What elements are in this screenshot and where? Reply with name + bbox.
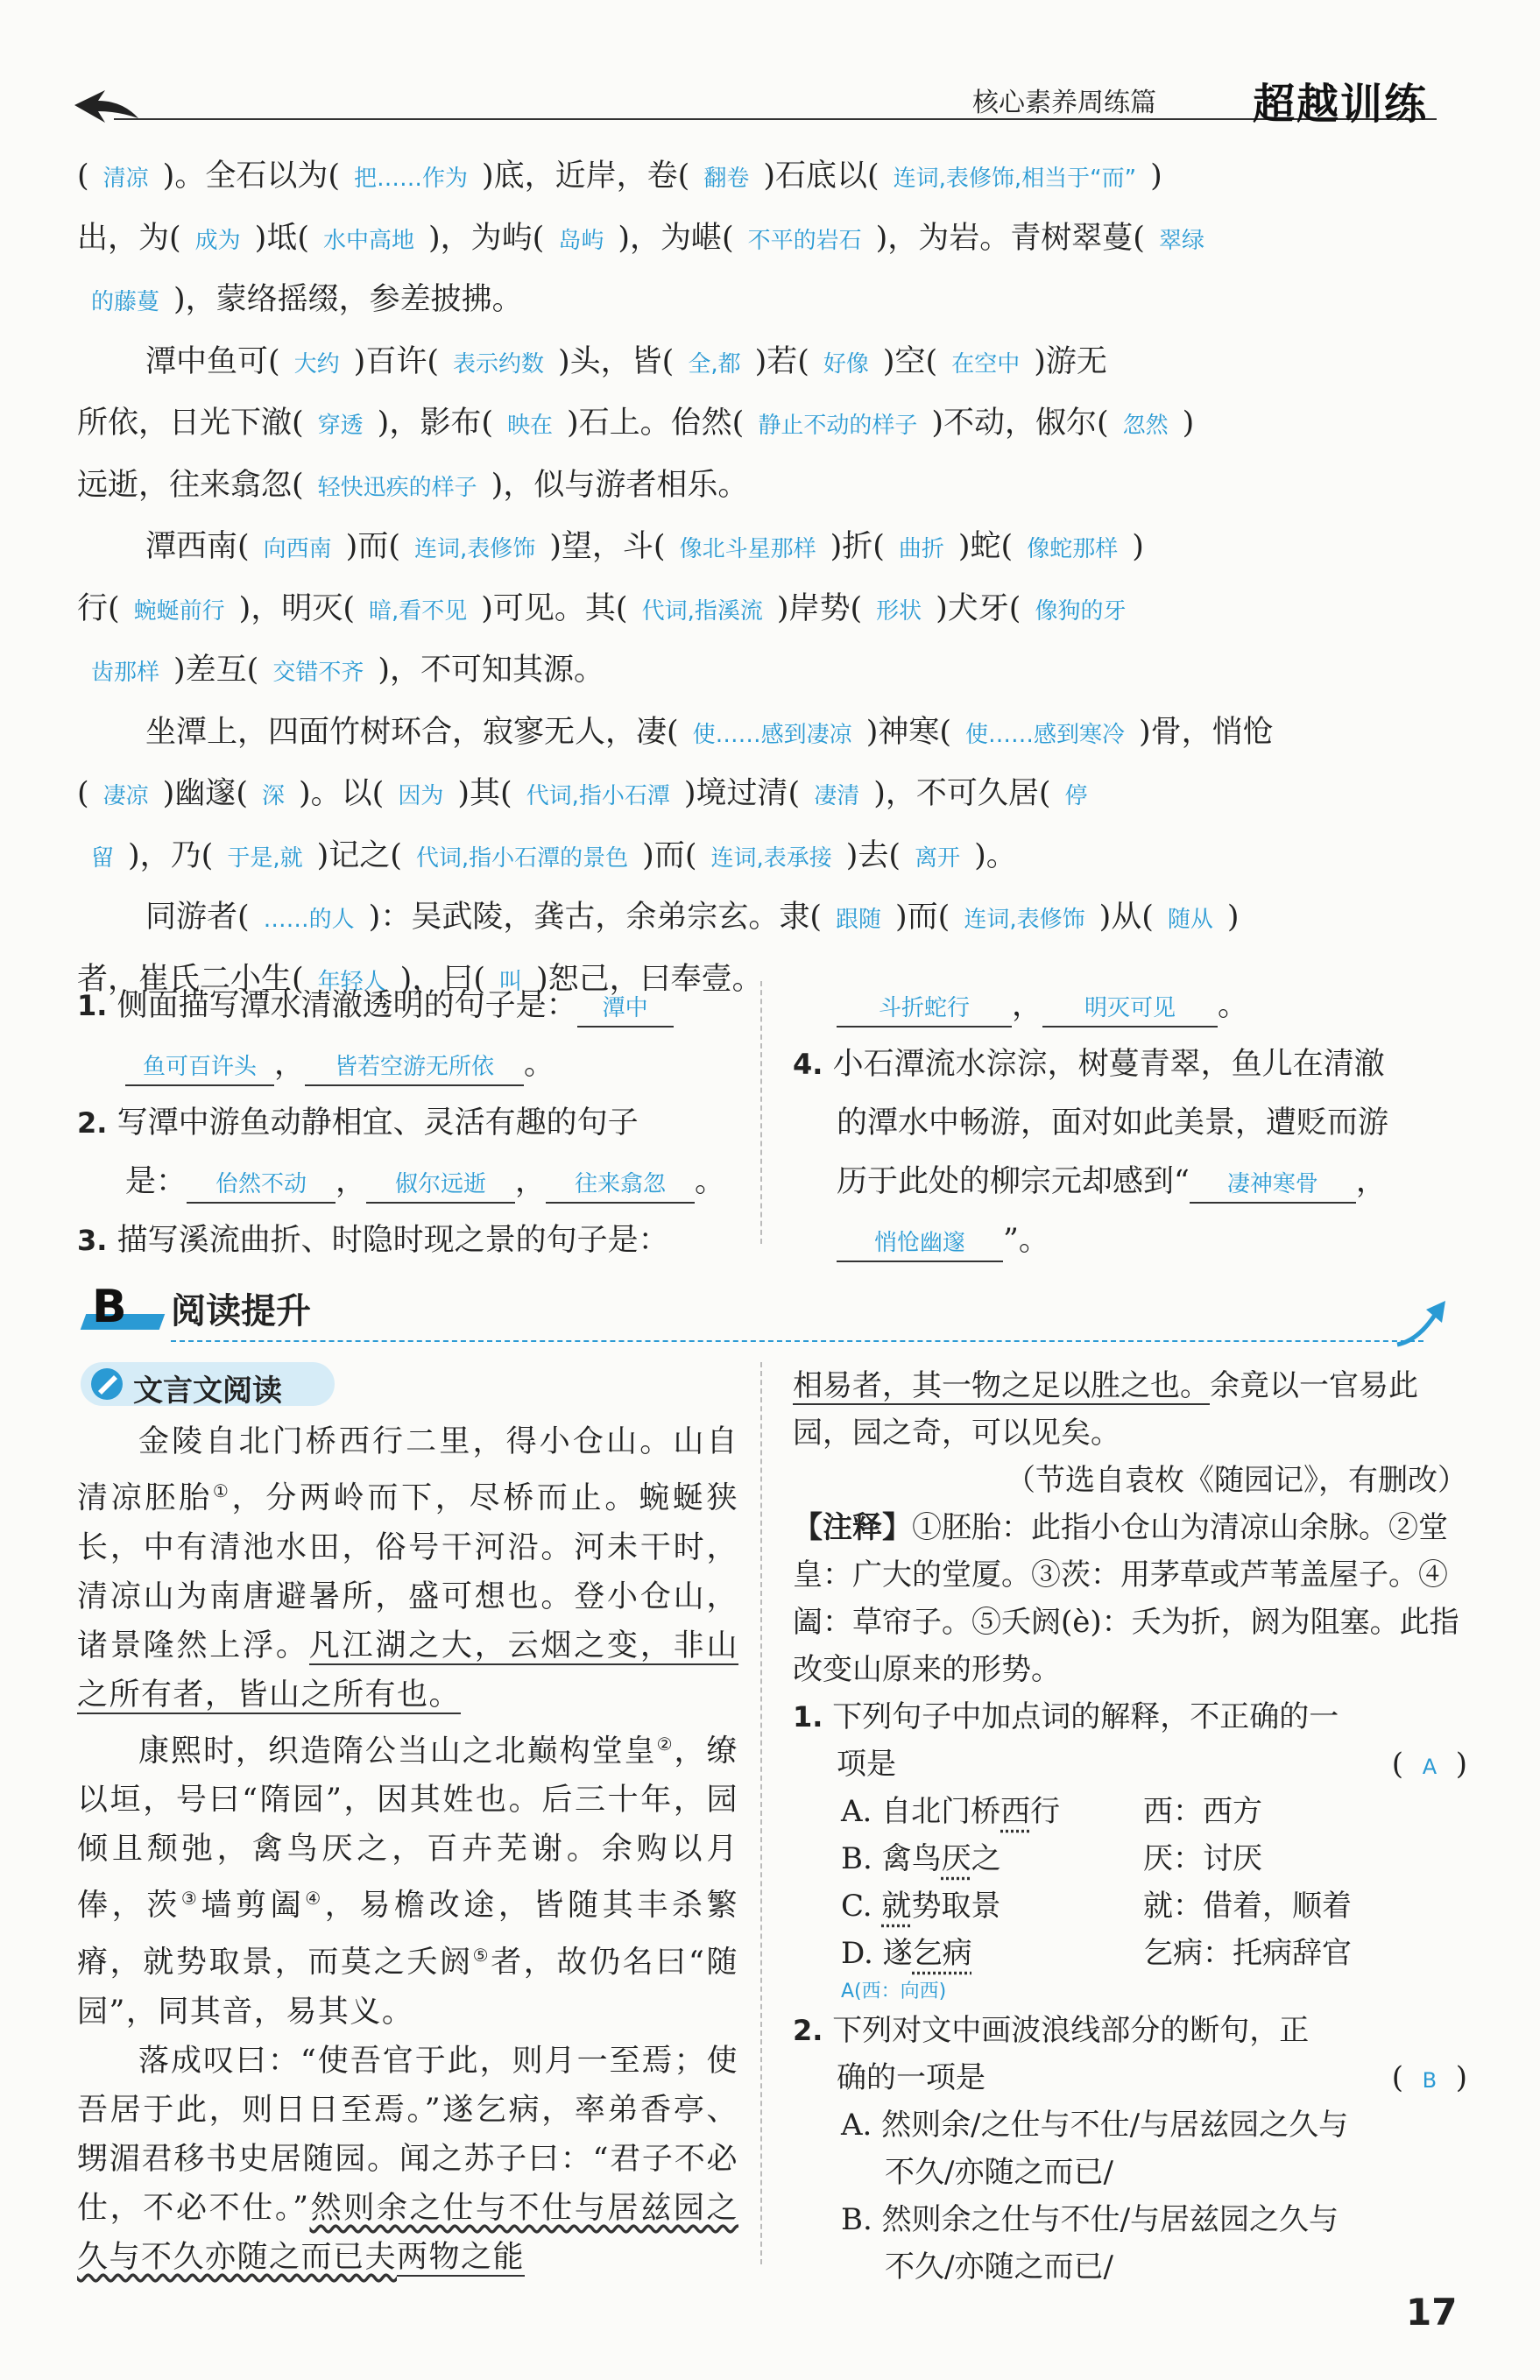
subsection-title: 文言文阅读 xyxy=(133,1374,282,1409)
passage-text: )去( xyxy=(845,837,901,873)
answer-text: 于是,就 xyxy=(227,844,303,872)
answer-text: 像蛇那样 xyxy=(1027,536,1119,562)
passage-text: )，乃( xyxy=(128,837,214,873)
answer-text: 叫 xyxy=(498,968,522,995)
answer-text: 使……感到凄凉 xyxy=(692,721,852,748)
passage-text: 者，崔氏二小生( xyxy=(77,961,304,997)
answer-choice: B xyxy=(1422,2068,1438,2093)
passage-text: 潭中鱼可( xyxy=(145,343,280,379)
option-b: B. 然则余之仕与不仕/与居兹园之久与 xyxy=(841,2202,1339,2237)
passage-paragraph: 金陵自北门桥西行二里，得小仓山。山自清凉胚胎①，分两岭而下，尽桥而止。蜿蜒狭长，中有清池水田，俗号干河沿。河未干时，清凉山为南唐避暑所，盛可想也。登小仓山，诸景隆然上浮。凡江湖之大，云烟之变，非山之所有者，皆山之所有也。 xyxy=(77,1424,738,1713)
answer-blank: 俶尔远逝 xyxy=(366,1167,515,1204)
answer-text: 使……感到寒冷 xyxy=(965,721,1126,748)
passage-text: )而( xyxy=(642,837,697,873)
passage-text: )可见。其( xyxy=(481,590,628,626)
header-rule xyxy=(114,118,1437,120)
answer-text: 交错不齐 xyxy=(272,660,364,686)
passage-text: )望，斗( xyxy=(549,529,666,564)
answer-text: 清凉 xyxy=(102,166,149,192)
answer-text: 离开 xyxy=(915,844,961,872)
answer-text: 轻快迅疾的样子 xyxy=(317,474,477,501)
notes: 【注释】①胚胎：此指小仓山为清凉山余脉。②堂皇：广大的堂厦。③茨：用茅草或芦苇盖屋子。④阖：草帘子。⑤夭阏(è)：夭为折，阏为阻塞。此指改变山原来的形势。 xyxy=(793,1510,1459,1687)
right-column: 相易者，其一物之足以胜之也。余竟以一官易此园，园之奇，可以见矣。 （节选自袁枚《随园记》，有删改） 【注释】①胚胎：此指小仓山为清凉山余脉。②堂皇：广大的堂厦。③茨：用茅草或芦苇盖屋子。④阖：草帘子。⑤夭阏(è)：夭为折，阏为阻塞。此指改变山原来的形势。 1. 下列句子中加点词的解释，不正确的一 项是 ( A ) A. 自北门桥西行 西：西方 B. 禽鸟厌之 厌：讨厌 C. 就势取景 就：借着，顺着 D. 遂乞病 乞病：托病辞官 A(西：向西) 2. 下列对文中画波浪线部分的断句，正 确的一项是 ( B ) A. 然则余/之仕与不仕/与居兹园之久与 不久/亦随之而已/ B. 然则余之仕与不仕/与居兹园之久与 不久/亦随之而已/ xyxy=(793,1368,1467,2285)
passage-text: )，为岩。青树翠蔓( xyxy=(875,220,1145,256)
answer-blank: 往来翕忽 xyxy=(546,1167,695,1204)
question-number: 1. xyxy=(793,1700,823,1734)
passage-text: )折( xyxy=(830,529,885,564)
answer-text: 曲折 xyxy=(898,536,944,562)
answer-text: 连词,表修饰 xyxy=(964,907,1085,933)
pen-icon xyxy=(88,1367,126,1402)
header-subtitle: 核心素养周练篇 xyxy=(972,88,1156,118)
passage-text: )而( xyxy=(895,900,950,935)
question-number: 1. xyxy=(77,989,108,1022)
passage-line xyxy=(77,703,1479,766)
answer-text: 翻卷 xyxy=(703,166,750,192)
annotated-passage xyxy=(77,147,1479,1012)
passage-text: )神寒( xyxy=(865,714,951,750)
passage-text: )，似与游者相乐。 xyxy=(491,467,749,503)
passage-line xyxy=(77,456,1479,519)
passage-text: )差互( xyxy=(173,653,259,688)
source-citation: （节选自袁枚《随园记》，有删改） xyxy=(1006,1463,1467,1498)
answer-text: 随从 xyxy=(1167,907,1213,933)
passage-line xyxy=(77,580,1479,642)
answer-text: 成为 xyxy=(194,227,241,254)
passage-text: 坐潭上，四面竹树环合，寂寥无人，凄( xyxy=(145,714,679,750)
question-number: 4. xyxy=(793,1048,823,1081)
answer-text: 不平的岩石 xyxy=(747,227,862,254)
answer-text: 像狗的牙 xyxy=(1035,597,1127,625)
answer-text: 因为 xyxy=(398,783,444,809)
passage-text: )幽邃( xyxy=(162,776,248,811)
answer-text: 向西南 xyxy=(263,536,332,562)
passage-line xyxy=(77,209,1479,272)
answer-blank: 悄怆幽邃 xyxy=(837,1225,1003,1262)
passage-text: 行( xyxy=(77,590,120,626)
answer-blank: 凄神寒骨 xyxy=(1190,1167,1356,1204)
passage-text: 潭西南( xyxy=(145,529,250,564)
answer-text: 停 xyxy=(1064,783,1088,809)
answer-text: 代词,指溪流 xyxy=(641,597,763,625)
answer-text: 蜿蜒前行 xyxy=(133,597,225,625)
passage-text: ) xyxy=(1150,159,1162,194)
answer-text: 连词,表修饰,相当于“而” xyxy=(893,166,1137,192)
option-a: A. 然则余/之仕与不仕/与居兹园之久与 xyxy=(841,2108,1349,2143)
question-text: 下列对文中画波浪线部分的断句，正 xyxy=(832,2013,1310,2048)
classical-passage xyxy=(77,1417,738,2282)
passage-text: ) xyxy=(1132,529,1144,564)
passage-line xyxy=(77,394,1479,456)
answer-text: 跟随 xyxy=(835,907,881,933)
question-text: 描写溪流曲折、时隐时现之景的句子是： xyxy=(117,1223,669,1258)
question-number: 3. xyxy=(77,1224,108,1257)
option-a: A. 自北门桥西行 西：西方 xyxy=(841,1794,1262,1829)
passage-line xyxy=(77,888,1479,950)
answer-text: 连词,表承接 xyxy=(710,844,832,872)
answer-text: 忽然 xyxy=(1122,413,1169,439)
passage-line xyxy=(77,765,1479,827)
passage-text: )若( xyxy=(754,343,809,379)
question-text: 下列句子中加点词的解释，不正确的一 xyxy=(832,1699,1339,1734)
questions-a-left: 1. 侧面描写潭水清澈透明的句子是： 潭中 鱼可百许头 ， 皆若空游无所依 。 2. 写潭中游鱼动静相宜、灵活有趣的句子 是： 佁然不动 ， 俶尔远逝 ， 往来翕忽 。 3. 描写溪流曲折、时隐时现之景的句子是： xyxy=(77,988,726,1258)
passage-line xyxy=(77,271,1479,333)
passage-paragraph: 康熙时，织造隋公当山之北巅构堂皇②，缭以垣，号曰“隋园”，因其姓也。后三十年，园倾且颓弛，禽鸟厌之，百卉芜谢。余购以月俸，茨③墙剪阖④，易檐改途，皆随其丰杀繁瘠，就势取景，而莫之夭阏⑤者，故仍名曰“随园”，同其音，易其义。 xyxy=(77,1733,738,2030)
questions-a-right: 斗折蛇行 ， 明灭可见 。 4. 小石潭流水淙淙，树蔓青翠，鱼儿在清澈 的潭水中畅游，面对如此美景，遭贬而游 历于此处的柳宗元却感到“ 凄神寒骨 ， 悄怆幽邃 ”。 xyxy=(793,977,1467,1270)
answer-text: 暗,看不见 xyxy=(368,597,468,625)
answer-text: 静止不动的样子 xyxy=(758,413,918,439)
passage-text: )从( xyxy=(1098,900,1154,935)
answer-text: 留 xyxy=(91,844,115,872)
passage-text: 出，为( xyxy=(77,220,181,256)
answer-text: 的藤蔓 xyxy=(91,289,160,315)
passage-text: )：吴武陵，龚古，余弟宗玄。隶( xyxy=(368,900,822,935)
passage-text: )空( xyxy=(882,343,938,379)
answer-text: 映在 xyxy=(506,413,553,439)
answer-blank: 潭中 xyxy=(577,991,674,1028)
passage-line xyxy=(77,641,1479,703)
passage-text: )坻( xyxy=(254,220,309,256)
answer-blank: 皆若空游无所依 xyxy=(305,1049,524,1086)
passage-text: )而( xyxy=(345,529,400,564)
answer-text: 岛屿 xyxy=(558,227,604,254)
passage-text: )头，皆( xyxy=(558,343,675,379)
column-divider xyxy=(760,981,762,1244)
wavy-underlined-text: 然则余之仕与不仕与居兹园之久与不久亦随之而已夫 xyxy=(77,2190,738,2275)
answer-blank: 明灭可见 xyxy=(1042,991,1218,1028)
passage-text: )恕己，曰奉壹。 xyxy=(536,961,763,997)
passage-text: )。全石以为( xyxy=(162,159,340,194)
passage-line xyxy=(77,827,1479,889)
passage-text: )，不可知其源。 xyxy=(378,653,604,688)
passage-text: )境过清( xyxy=(683,776,801,811)
passage-text: )，曰( xyxy=(399,961,485,997)
answer-text: 年轻人 xyxy=(317,968,386,995)
answer-text: 水中高地 xyxy=(322,227,414,254)
arrow-up-right-icon xyxy=(1393,1296,1454,1349)
passage-line xyxy=(77,147,1479,209)
question-text: 侧面描写潭水清澈透明的句子是： xyxy=(117,988,577,1023)
answer-text: 代词,指小石潭的景色 xyxy=(415,844,629,872)
answer-text: 连词,表修饰 xyxy=(413,536,536,562)
answer-text: 表示约数 xyxy=(452,350,544,378)
passage-text: )蛇( xyxy=(957,529,1014,564)
answer-text: 齿那样 xyxy=(91,660,160,686)
answer-blank: 鱼可百许头 xyxy=(125,1049,274,1086)
answer-text: 大约 xyxy=(293,350,340,378)
option-b: B. 禽鸟厌之 厌：讨厌 xyxy=(841,1841,1262,1876)
answer-text: 形状 xyxy=(876,597,922,625)
passage-text: ( xyxy=(77,776,89,811)
answer-text: 全,都 xyxy=(688,350,741,378)
header-title: 超越训练 xyxy=(1253,80,1429,129)
passage-text: )游无 xyxy=(1034,343,1107,379)
answer-text: 穿透 xyxy=(317,413,364,439)
column-divider xyxy=(760,1362,762,2264)
passage-text: 同游者( xyxy=(145,900,250,935)
passage-text: )，蒙络摇缀，参差披拂。 xyxy=(173,282,523,317)
answer-choice: A xyxy=(1422,1755,1438,1779)
answer-text: 好像 xyxy=(823,350,869,378)
passage-text: )，影布( xyxy=(377,406,493,441)
question-text: 写潭中游鱼动静相宜、灵活有趣的句子 xyxy=(117,1105,639,1141)
option-d: D. 遂乞病 乞病：托病辞官 xyxy=(841,1936,1352,1971)
passage-text: )，为嵁( xyxy=(618,220,734,256)
passage-text: )不动，俶尔( xyxy=(931,406,1109,441)
section-rule xyxy=(171,1340,1423,1342)
answer-text: 凄凉 xyxy=(102,783,149,809)
passage-text: )犬牙( xyxy=(936,590,1021,626)
passage-text: )底，近岸，卷( xyxy=(482,159,690,194)
answer-text: 在空中 xyxy=(951,350,1021,378)
passage-text: )。 xyxy=(974,837,1017,873)
answer-blank: 斗折蛇行 xyxy=(837,991,1012,1028)
passage-text: )，明灭( xyxy=(238,590,355,626)
passage-text: )。以( xyxy=(299,776,385,811)
passage-text: )其( xyxy=(457,776,512,811)
passage-line xyxy=(77,518,1479,580)
back-arrow-icon xyxy=(70,83,140,136)
passage-text: )，为屿( xyxy=(428,220,545,256)
question-text: 小石潭流水淙淙，树蔓青翠，鱼儿在清澈 xyxy=(832,1047,1385,1082)
question-number: 2. xyxy=(77,1106,108,1140)
passage-text: ( xyxy=(77,159,89,194)
passage-text: 远逝，往来翕忽( xyxy=(77,467,304,503)
page-number: 17 xyxy=(1406,2291,1458,2334)
passage-text: )岸势( xyxy=(776,590,863,626)
passage-text: )，不可久居( xyxy=(873,776,1051,811)
answer-explanation: A(西：向西) xyxy=(841,1981,947,2002)
passage-text: ) xyxy=(1182,406,1195,441)
passage-text: )记之( xyxy=(316,837,402,873)
question-number: 2. xyxy=(793,2014,823,2047)
passage-text: )百许( xyxy=(353,343,439,379)
passage-text: ) xyxy=(1226,900,1240,935)
passage-line xyxy=(77,333,1479,395)
section-title: 阅读提升 xyxy=(171,1291,311,1331)
answer-text: 凄清 xyxy=(814,783,860,809)
answer-text: 深 xyxy=(261,783,285,809)
answer-blank: 佁然不动 xyxy=(187,1167,336,1204)
option-c: C. 就势取景 就：借着，顺着 xyxy=(841,1889,1352,1924)
passage-text: )石底以( xyxy=(763,159,879,194)
passage-text: 所依，日光下澈( xyxy=(77,406,304,441)
answer-text: 代词,指小石潭 xyxy=(526,783,670,809)
passage-paragraph: 落成叹曰：“使吾官于此，则月一至焉；使吾居于此，则日日至焉。”遂乞病，率弟香亭、甥湄君移书史居随园。闻之苏子曰：“君子不必仕，不必不仕。”然则余之仕与不仕与居兹园之久与不久亦随之而已夫两物之能 xyxy=(77,2043,738,2275)
answer-text: 把……作为 xyxy=(353,166,468,192)
section-badge: B xyxy=(92,1281,127,1333)
passage-text: )骨，悄怆 xyxy=(1139,714,1274,750)
answer-text: 像北斗星那样 xyxy=(679,536,816,562)
answer-text: ……的人 xyxy=(263,907,355,933)
passage-text: )石上。佁然( xyxy=(567,406,745,441)
answer-text: 翠绿 xyxy=(1158,227,1204,254)
